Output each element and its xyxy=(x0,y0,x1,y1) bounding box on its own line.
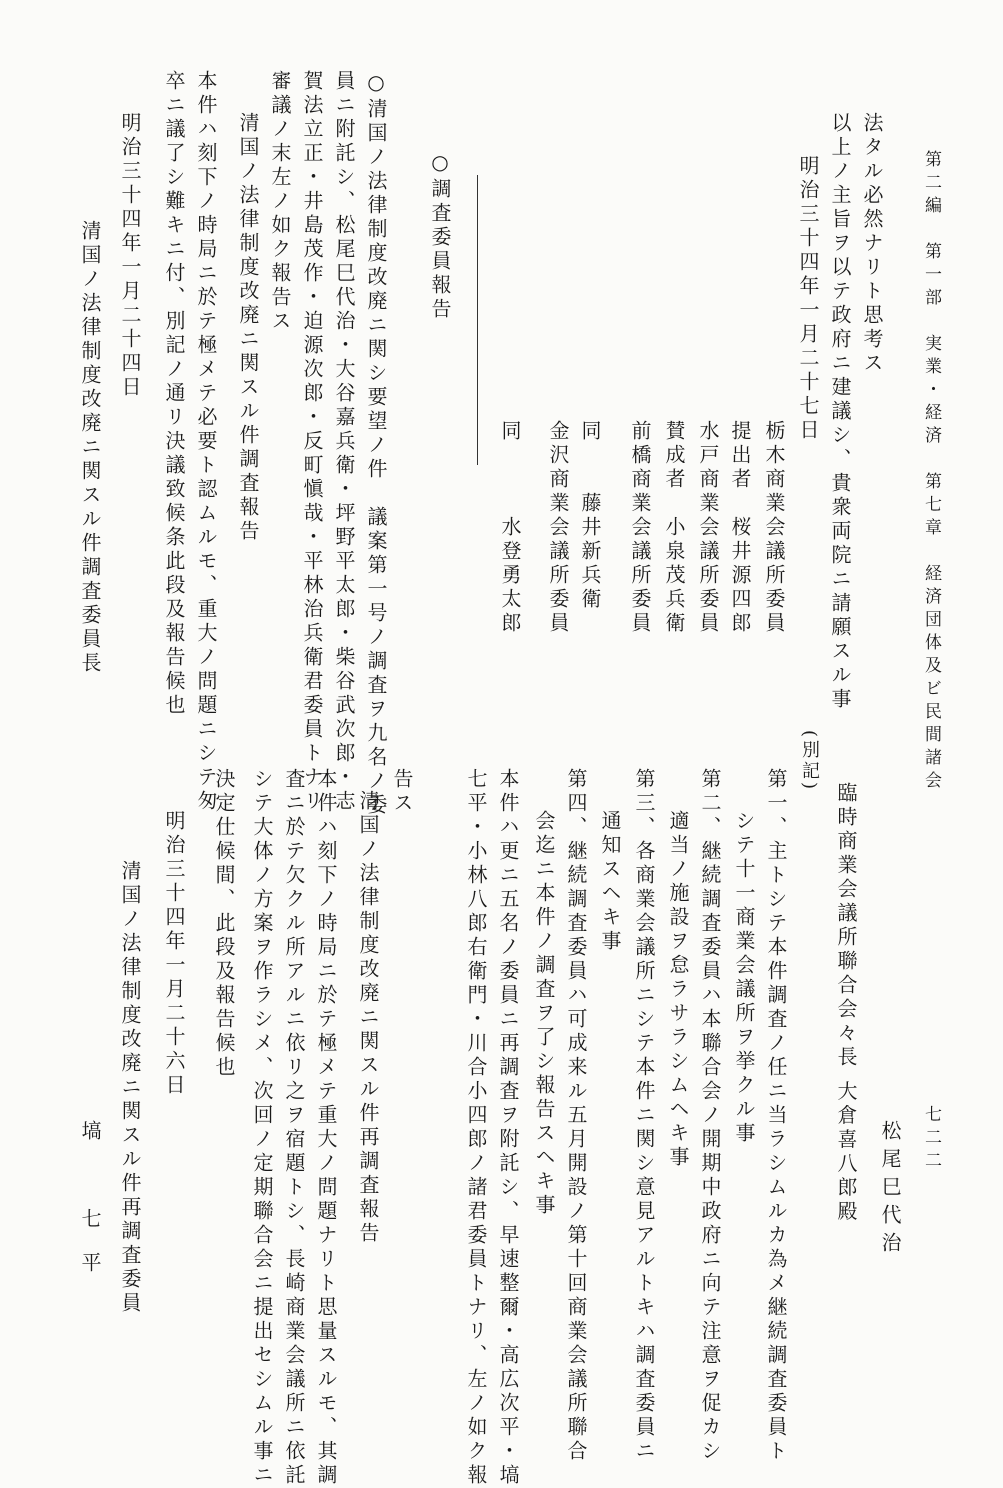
proposer-affiliation-1: 栃木商業会議所委員 xyxy=(762,420,786,636)
report-line-2: 員ニ附託シ、松尾巳代治・大谷嘉兵衛・坪野平太郎・柴谷武次郎・志 xyxy=(332,70,356,814)
re-report-body-4: 決定仕候間、此段及報告候也 xyxy=(212,768,236,1080)
report-line-3: 賀法立正・井島茂作・迫源次郎・反町愼哉・平林治兵衛君委員トナリ xyxy=(300,70,324,814)
report-signature: 清国ノ法律制度改廃ニ関スル件調査委員長 xyxy=(78,220,102,676)
report-line-1: ○清国ノ法律制度改廃ニ関シ要望ノ件 議案第一号ノ調査ヲ九名ノ委 xyxy=(364,70,388,818)
proposer-1: 提出者 桜井源四郎 xyxy=(728,420,752,636)
report-body-2: 卒ニ議了シ難キニ付、別記ノ通リ決議致候条此段及報告候也 xyxy=(162,70,186,718)
re-report-body-3: シテ大体ノ方案ヲ作ラシメ、次回ノ定期聯合会ニ提出セシムル事ニ xyxy=(250,768,274,1488)
proposer-affiliation-3: 前橋商業会議所委員 xyxy=(628,420,652,636)
item-1-line-2: シテ十一商業会議所ヲ挙クル事 xyxy=(732,810,756,1146)
intro-line-1: 法タル必然ナリト思考ス xyxy=(860,112,884,376)
item-3-line-1: 第三、各商業会議所ニシテ本件ニ関シ意見アルトキハ調査委員ニ xyxy=(632,768,656,1464)
re-report-body-2: 査ニ於テ欠クル所アルニ依リ之ヲ宿題トシ、長崎商業会議所ニ依託 xyxy=(282,768,306,1488)
re-report-title: 清国ノ法律制度改廃ニ関スル件再調査報告 xyxy=(356,790,380,1246)
item-2-line-2: 適当ノ施設ヲ怠ラサラシムヘキ事 xyxy=(666,810,690,1170)
running-title: 第二編 第一部 実業・経済 第七章 経済団体及ビ民間諸会 xyxy=(921,150,941,794)
proposer-affiliation-2: 水戸商業会議所委員 xyxy=(696,420,720,636)
signer-name: 松尾巳代治 xyxy=(878,1120,902,1260)
report-date: 明治三十四年一月二十四日 xyxy=(118,112,142,400)
intro-line-2: 以上ノ主旨ヲ以テ政府ニ建議シ、貴衆両院ニ請願スル事 xyxy=(828,112,852,712)
section-divider xyxy=(477,175,478,465)
addressee: 臨時商業会議所聯合会々長 大倉喜八郎殿 xyxy=(834,782,858,1225)
re-report-signer: 塙 七 平 xyxy=(78,1120,102,1274)
proposer-2: 賛成者 小泉茂兵衛 xyxy=(662,420,686,636)
proposer-affiliation-4: 金沢商業会議所委員 xyxy=(546,420,570,636)
report-body-1: 本件ハ刻下ノ時局ニ於テ極メテ必要ト認ムルモ、重大ノ問題ニシテ匆 xyxy=(194,70,218,814)
item-1-line-1: 第一、主トシテ本件調査ノ任ニ当ラシムルカ為メ継続調査委員ト xyxy=(764,768,788,1464)
item-4-line-1: 第四、継続調査委員ハ可成来ル五月開設ノ第十回商業会議所聯合 xyxy=(564,768,588,1464)
section-title: ○調査委員報告 xyxy=(428,150,452,322)
re-report-committee: 清国ノ法律制度改廃ニ関スル件再調査委員 xyxy=(118,860,142,1316)
page-number: 七二二 xyxy=(921,1105,941,1174)
bekki-label: (別記) xyxy=(799,730,820,793)
item-4-line-2: 会迄ニ本件ノ調査ヲ了シ報告スヘキ事 xyxy=(532,810,556,1218)
report-line-4: 審議ノ末左ノ如ク報告ス xyxy=(268,70,292,334)
proposal-date: 明治三十四年一月二十七日 xyxy=(796,155,820,443)
followup-line-3: 告ス xyxy=(390,768,414,816)
followup-line-1: 本件ハ更ニ五名ノ委員ニ再調査ヲ附託シ、早速整爾・高広次平・塙 xyxy=(496,768,520,1488)
followup-line-2: 七平・小林八郎右衛門・川合小四郎ノ諸君委員トナリ、左ノ如ク報 xyxy=(464,768,488,1488)
item-3-line-2: 通知スヘキ事 xyxy=(598,810,622,954)
proposer-3: 同 藤井新兵衛 xyxy=(578,420,602,612)
proposer-4: 同 水登勇太郎 xyxy=(498,420,522,636)
re-report-date: 明治三十四年一月二十六日 xyxy=(162,810,186,1098)
report-title: 清国ノ法律制度改廃ニ関スル件調査報告 xyxy=(236,112,260,544)
re-report-body-1: 本件ハ刻下ノ時局ニ於テ極メテ重大ノ問題ナリト思量スルモ、其調 xyxy=(314,768,338,1488)
item-2-line-1: 第二、継続調査委員ハ本聯合会ノ開期中政府ニ向テ注意ヲ促カシ xyxy=(698,768,722,1464)
